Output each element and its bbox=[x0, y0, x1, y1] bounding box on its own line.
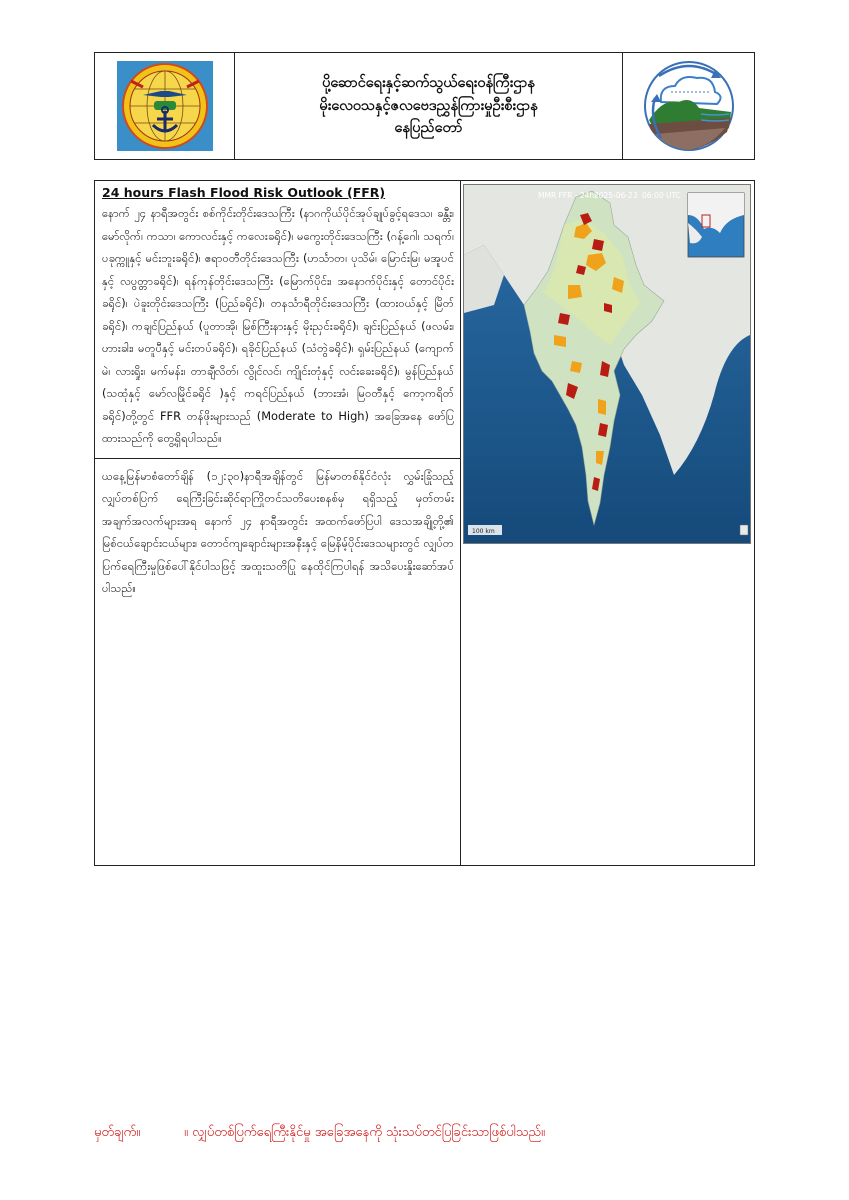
paragraph-divider bbox=[95, 458, 460, 459]
hydrology-logo-icon bbox=[641, 58, 737, 154]
ministry-name: ပို့ဆောင်ရေးနှင့်ဆက်သွယ်ရေးဝန်ကြီးဌာန bbox=[322, 75, 535, 92]
letterhead-title-block bbox=[235, 53, 623, 159]
outlook-box bbox=[94, 180, 755, 866]
outlook-text-column bbox=[95, 181, 461, 865]
ffr-map-image bbox=[464, 185, 750, 543]
department-logo-cell bbox=[623, 53, 754, 159]
map-date: 2025-06-23 bbox=[594, 191, 638, 200]
footer-note-label: မှတ်ချက်။ bbox=[94, 1125, 141, 1140]
letterhead bbox=[94, 52, 755, 160]
ffr-map-column bbox=[461, 181, 754, 865]
footer-note-text: ။ လျှပ်တစ်ပြက်ရေကြီးနိုင်မှု အခြေအနေကို သုံးသပ်တင်ပြခြင်းသာဖြစ်ပါသည်။ bbox=[184, 1125, 545, 1140]
map-scale: 100 km bbox=[472, 528, 495, 535]
department-name: မိုးလေဝသနှင့်ဇလဗေဒညွှန်ကြားမှုဦးစီးဌာန bbox=[319, 97, 538, 114]
map-time: 06:00 UTC bbox=[642, 191, 681, 200]
outlook-paragraph-advisory: ယနေ့မြန်မာစံတော်ချိန် (၁၂:၃၀)နာရီအချိန်တွင် မြန်မာတစ်နိုင်ငံလုံး လွှမ်းခြုံသည့် လျှပ်တစ်ပြက် ရေကြီးခြင်းဆိုင်ရာကြိုတင်သတိပေးစနစ်မှ ရရှိသည့် မှတ်တမ်းအချက်အလက်များအရ နောက် ၂၄ နာရီအတွင်း အထက်ဖော်ပြပါ ဒေသအချို့တို့၏ မြစ်ငယ်ချောင်းငယ်များ၊ တောင်ကျချောင်းများအနီးနှင့် မြေနိမ့်ပိုင်းဒေသများတွင် လျှပ်တပြက်ရေကြီးမှုဖြစ်ပေါ်နိုင်ပါသဖြင့် အထူးသတိပြု နေထိုင်ကြပါရန် အသိပေးနှိုးဆော်အပ်ပါသည်။ bbox=[102, 468, 454, 595]
footer-note bbox=[94, 1124, 755, 1143]
outlook-title: 24 hours Flash Flood Risk Outlook (FFR) bbox=[102, 185, 386, 200]
map-title: MMR FFR - 24hr bbox=[538, 191, 598, 200]
ministry-logo-cell bbox=[95, 53, 235, 159]
city-name: နေပြည်တော် bbox=[394, 120, 463, 137]
outlook-paragraph-areas: နောက် ၂၄ နာရီအတွင်း စစ်ကိုင်းတိုင်းဒေသကြီး (နာဂကိုယ်ပိုင်အုပ်ချုပ်ခွင့်ရဒေသ၊ ခန္တီး၊ မော်လိုက်၊ ကသာ၊ ကောလင်းနှင့် ကလေးခရိုင်)၊ မကွေးတိုင်းဒေသကြီး (ဂန့်ဂေါ၊ သရက်၊ ပခုက္ကူနှင့် မင်းဘူးခရိုင်)၊ ဧရာဝတီတိုင်းဒေသကြီး (ဟင်္သာတ၊ ပုသိမ်၊ မြောင်းမြ၊ မအူပင်နှင့် လပွတ္တာခရိုင်)၊ ရန်ကုန်တိုင်းဒေသကြီး (မြောက်ပိုင်း၊ အနောက်ပိုင်းနှင့် တောင်ပိုင်းခရိုင်)၊ ပဲခူးတိုင်းဒေသကြီး (ပြည်ခရိုင်)၊ တနင်္သာရီတိုင်းဒေသကြီး (ထားဝယ်နှင့် မြိတ်ခရိုင်)၊ ကချင်ပြည်နယ် (ပူတာအို၊ မြစ်ကြီးနားနှင့် မိုးညှင်းခရိုင်)၊ ချင်းပြည်နယ် (ဖလမ်း၊ ဟားခါး၊ မတူပီနှင့် မင်းတပ်ခရိုင်)၊ ရခိုင်ပြည်နယ် (သံတွဲခရိုင်)၊ ရှမ်းပြည်နယ် (ကျောက်မဲ၊ လားရှိုး၊ မက်မန်း၊ တာချီလိတ်၊ လွိုင်လင်၊ ကျိုင်းတုံနှင့် လင်းခေးခရိုင်)၊ မွန်ပြည်နယ် (သထုံနှင့် မော်လမြိုင်ခရိုင် )နှင့် ကရင်ပြည်နယ် (ဘားအံ၊ မြဝတီနှင့် ကော့ကရိတ်ခရိုင်)တို့တွင် FFR တန်ဖိုးများသည် (Moderate to High) အခြေအနေ ဖော်ပြထားသည်ကို တွေ့ရှိရပါသည်။ bbox=[102, 206, 454, 445]
ministry-logo-icon bbox=[117, 61, 213, 151]
ffr-map bbox=[463, 184, 751, 544]
inset-map bbox=[688, 193, 744, 257]
